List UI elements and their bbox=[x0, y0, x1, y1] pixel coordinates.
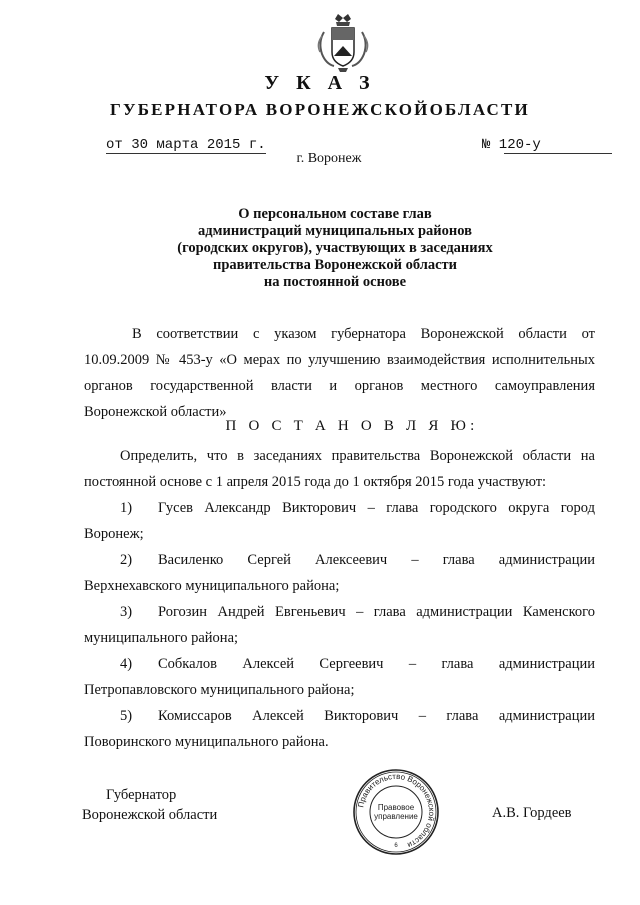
lead-line: Определить, что в заседаниях правительства Воронежской области на bbox=[120, 448, 595, 464]
decree-body bbox=[84, 443, 595, 755]
signatory-name: А.В. Гордеев bbox=[492, 805, 572, 821]
heading-line: администраций муниципальных районов bbox=[198, 223, 472, 239]
intro-paragraph bbox=[84, 321, 595, 425]
stamp-number: 6 bbox=[394, 843, 398, 849]
list-item-continuation: Поворинского муниципального района. bbox=[84, 734, 329, 750]
list-item-text: Комиссаров Алексей Викторович – глава администрации bbox=[158, 708, 595, 724]
heading-line: правительства Воронежской области bbox=[212, 257, 458, 273]
heading-line: (городских округов), участвующих в заседаниях bbox=[177, 240, 493, 256]
stamp-ring-text: Правительство Воронежской области bbox=[356, 771, 437, 850]
intro-line: органов государственной власти и органов местного самоуправления bbox=[84, 378, 595, 394]
heading-line: на постоянной основе bbox=[263, 274, 407, 290]
document-title: У К А З bbox=[264, 72, 376, 94]
signatory-title-line: Воронежской области bbox=[82, 807, 218, 823]
stamp-center-line: управление bbox=[374, 812, 418, 821]
list-item-text: Гусев Александр Викторович – глава городского округа город bbox=[158, 500, 595, 516]
list-item bbox=[84, 651, 595, 677]
list-item-text: Собкалов Алексей Сергеевич – глава администрации bbox=[158, 656, 595, 672]
document-date: от 30 марта 2015 г. bbox=[106, 137, 266, 153]
coat-of-arms-icon bbox=[314, 12, 372, 74]
list-item bbox=[84, 703, 595, 729]
signatory-title-line: Губернатор bbox=[106, 787, 177, 803]
intro-line: В соответствии с указом губернатора Воронежской области от bbox=[132, 326, 595, 342]
list-item bbox=[84, 599, 595, 625]
heading-line: О персональном составе глав bbox=[238, 206, 432, 222]
list-item-number: 3) bbox=[120, 604, 133, 620]
decree-word: П О С Т А Н О В Л Я Ю: bbox=[225, 418, 479, 434]
list-item bbox=[84, 495, 595, 521]
document-number: № 120-у bbox=[482, 137, 541, 153]
list-item-text: Рогозин Андрей Евгеньевич – глава администрации Каменского bbox=[158, 604, 595, 620]
list-item-continuation: Петропавловского муниципального района; bbox=[84, 682, 355, 698]
lead-line: постоянной основе с 1 апреля 2015 года до 1 октября 2015 года участвуют: bbox=[84, 474, 547, 490]
list-item-continuation: муниципального района; bbox=[84, 630, 239, 646]
list-item-number: 2) bbox=[120, 552, 133, 568]
intro-line: 10.09.2009 № 453-у «О мерах по улучшению взаимодействия исполнительных bbox=[84, 352, 595, 368]
signatory-title bbox=[82, 785, 217, 825]
stamp-center-line: Правовое bbox=[377, 803, 415, 812]
list-item-text: Василенко Сергей Алексеевич – глава администрации bbox=[158, 552, 595, 568]
list-item-continuation: Воронеж; bbox=[84, 526, 144, 542]
official-stamp bbox=[352, 768, 440, 856]
document-city: г. Воронеж bbox=[296, 151, 362, 166]
document-heading bbox=[120, 206, 550, 291]
list-item bbox=[84, 547, 595, 573]
list-item-number: 4) bbox=[120, 656, 133, 672]
intro-line: Воронежской области» bbox=[84, 404, 227, 420]
list-item-number: 1) bbox=[120, 500, 133, 516]
list-item-number: 5) bbox=[120, 708, 133, 724]
document-subtitle: ГУБЕРНАТОРА ВОРОНЕЖСКОЙОБЛАСТИ bbox=[110, 100, 530, 119]
list-item-continuation: Верхнехавского муниципального района; bbox=[84, 578, 340, 594]
